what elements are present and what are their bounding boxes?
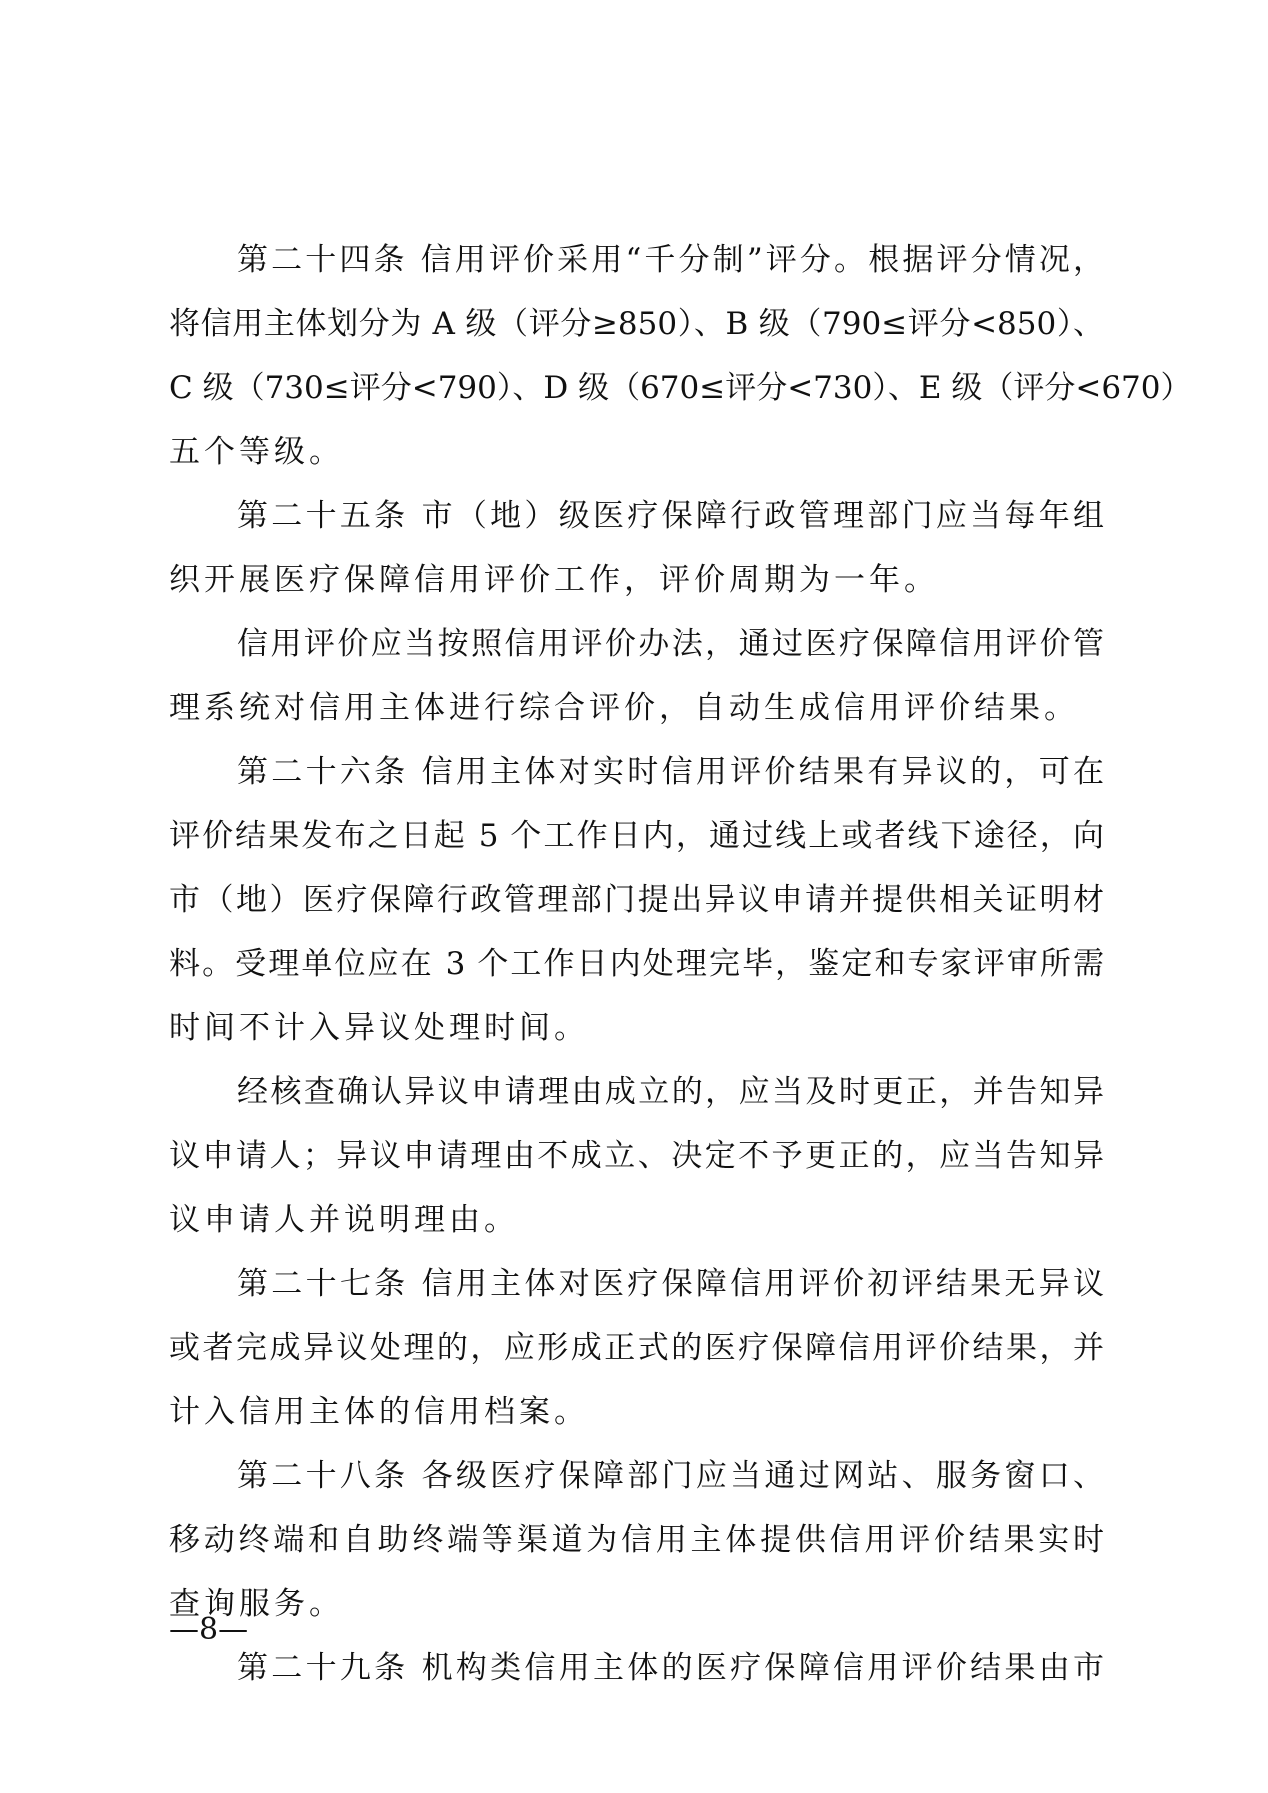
text-line: C 级（730≤评分<790）、D 级（670≤评分<730）、E 级（评分<670） (169, 370, 1192, 406)
text-line: 第二十四条 信用评价采用“千分制”评分。根据评分情况， (237, 242, 1104, 278)
text-line: 第二十九条 机构类信用主体的医疗保障信用评价结果由市 (237, 1650, 1104, 1686)
text-line: 议申请人；异议申请理由不成立、决定不予更正的，应当告知异 (169, 1138, 1104, 1174)
text-line: 料。受理单位应在 3 个工作日内处理完毕，鉴定和专家评审所需 (169, 946, 1104, 982)
text-line: 第二十六条 信用主体对实时信用评价结果有异议的，可在 (237, 754, 1104, 790)
text-line: 将信用主体划分为 A 级（评分≥850）、B 级（790≤评分<850）、 (169, 306, 1104, 342)
text-line: 理系统对信用主体进行综合评价，自动生成信用评价结果。 (169, 690, 1079, 726)
text-line: 信用评价应当按照信用评价办法，通过医疗保障信用评价管 (237, 626, 1104, 662)
text-line: 评价结果发布之日起 5 个工作日内，通过线上或者线下途径，向 (169, 818, 1104, 854)
text-line: 议申请人并说明理由。 (169, 1202, 519, 1238)
text-line: 市（地）医疗保障行政管理部门提出异议申请并提供相关证明材 (169, 882, 1104, 918)
text-line: 织开展医疗保障信用评价工作，评价周期为一年。 (169, 562, 939, 598)
text-line: 移动终端和自助终端等渠道为信用主体提供信用评价结果实时 (169, 1522, 1104, 1558)
page-number: —8— (169, 1612, 249, 1647)
text-line: 或者完成异议处理的，应形成正式的医疗保障信用评价结果，并 (169, 1330, 1104, 1366)
text-line: 第二十五条 市（地）级医疗保障行政管理部门应当每年组 (237, 498, 1104, 534)
text-line: 计入信用主体的信用档案。 (169, 1394, 589, 1430)
text-line: 经核查确认异议申请理由成立的，应当及时更正，并告知异 (237, 1074, 1104, 1110)
text-line: 第二十七条 信用主体对医疗保障信用评价初评结果无异议 (237, 1266, 1104, 1302)
text-line: 查询服务。 (169, 1586, 344, 1622)
text-line: 五个等级。 (169, 434, 344, 470)
text-line: 第二十八条 各级医疗保障部门应当通过网站、服务窗口、 (237, 1458, 1104, 1494)
text-line: 时间不计入异议处理时间。 (169, 1010, 589, 1046)
document-body (169, 228, 1192, 1700)
